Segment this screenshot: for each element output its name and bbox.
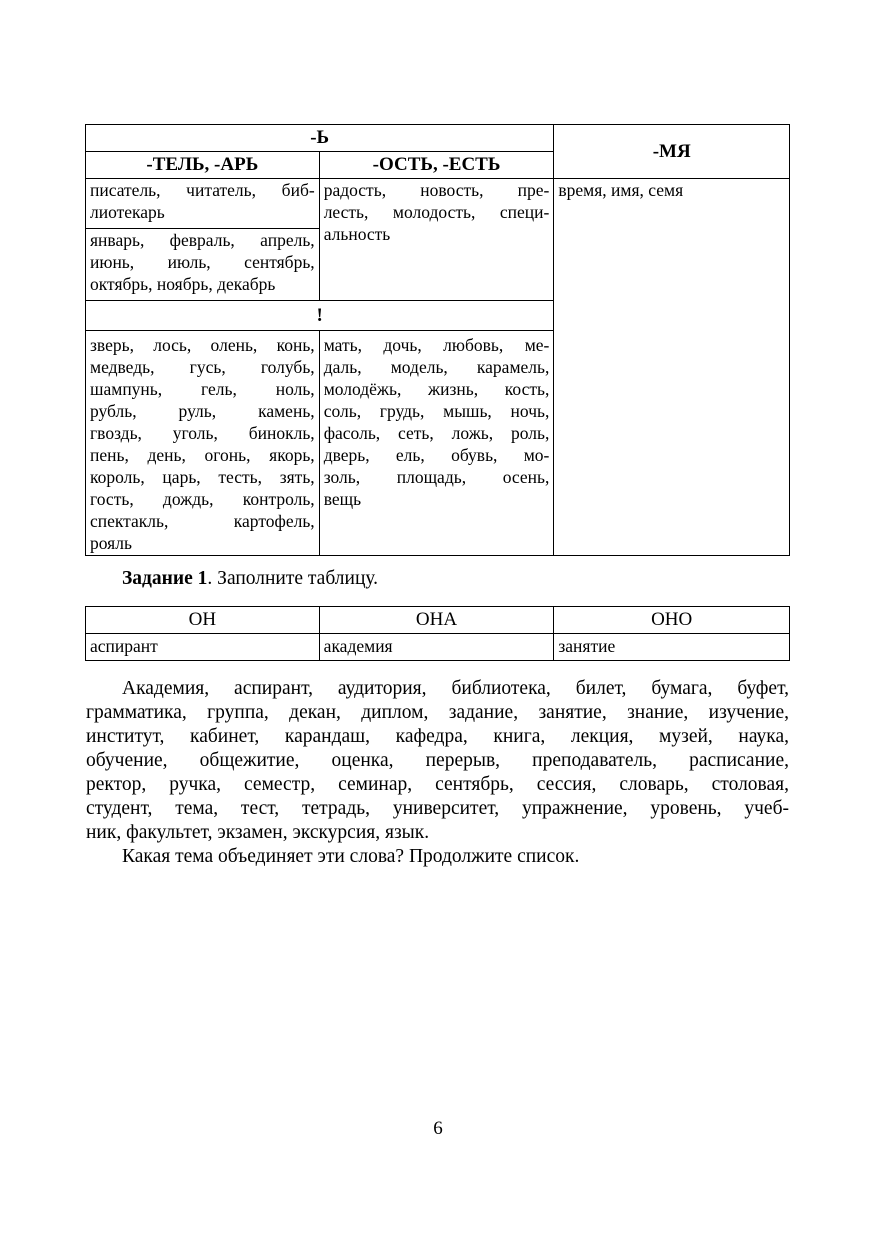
- header-mya: -МЯ: [554, 125, 790, 179]
- exception-marker: !: [86, 301, 554, 331]
- header-tel-ar: -ТЕЛЬ, -АРЬ: [86, 152, 320, 179]
- example-ona: академия: [319, 634, 554, 661]
- example-ono: занятие: [554, 634, 790, 661]
- header-ona: ОНА: [319, 607, 554, 634]
- word-list-paragraph: Академия, аспирант, аудитория, библиотека, билет, бумага, буфет, грамматика, группа, декан, диплом, задание, занятие, знание, изучение, институт, кабинет, карандаш, кафедра, книга, лекция, музей, наука, обучение, общежитие, оценка, перерыв, преподаватель, расписание, ректор, ручка, семестр, семинар, сентябрь, сессия, словарь, столовая, студент, тема, тест, тетрадь, университет, упражнение, уровень, учеб- ник, факультет, экзамен, экскурсия, язык. Какая тема объединяет эти слова? Продолжите список.: [86, 678, 789, 867]
- endings-table: [85, 124, 790, 556]
- cell-feminine-exceptions: мать, дочь, любовь, ме- даль, модель, карамель, молодёжь, жизнь, кость, соль, грудь, мышь, ночь, фасоль, сеть, ложь, роль, дверь, ель, обувь, мо- золь, площадь, осень, вещь: [319, 331, 554, 556]
- header-soft-sign: -Ь: [86, 125, 554, 152]
- gender-table: [85, 606, 790, 661]
- cell-ost-words: радость, новость, пре- лесть, молодость, специ- альность: [319, 179, 554, 301]
- example-on: аспирант: [86, 634, 320, 661]
- cell-mya-words: время, имя, семя: [554, 179, 790, 556]
- cell-tel-words: писатель, читатель, биб- лиотекарь: [86, 179, 320, 229]
- header-ost-est: -ОСТЬ, -ЕСТЬ: [319, 152, 554, 179]
- task-text: . Заполните таблицу.: [207, 568, 379, 589]
- page-number: 6: [433, 1118, 443, 1139]
- task-heading: [122, 568, 378, 590]
- task-label: Задание 1: [122, 568, 208, 589]
- cell-masculine-exceptions: зверь, лось, олень, конь, медведь, гусь, голубь, шампунь, гель, ноль, рубль, руль, камень, гвоздь, уголь, бинокль, пень, день, огонь, якорь, король, царь, тесть, зять, гость, дождь, контроль, спектакль, картофель, рояль: [86, 331, 320, 556]
- question-text: Какая тема объединяет эти слова? Продолжите список.: [122, 846, 580, 867]
- header-on: ОН: [86, 607, 320, 634]
- header-ono: ОНО: [554, 607, 790, 634]
- cell-months: январь, февраль, апрель, июнь, июль, сентябрь, октябрь, ноябрь, декабрь: [86, 229, 320, 301]
